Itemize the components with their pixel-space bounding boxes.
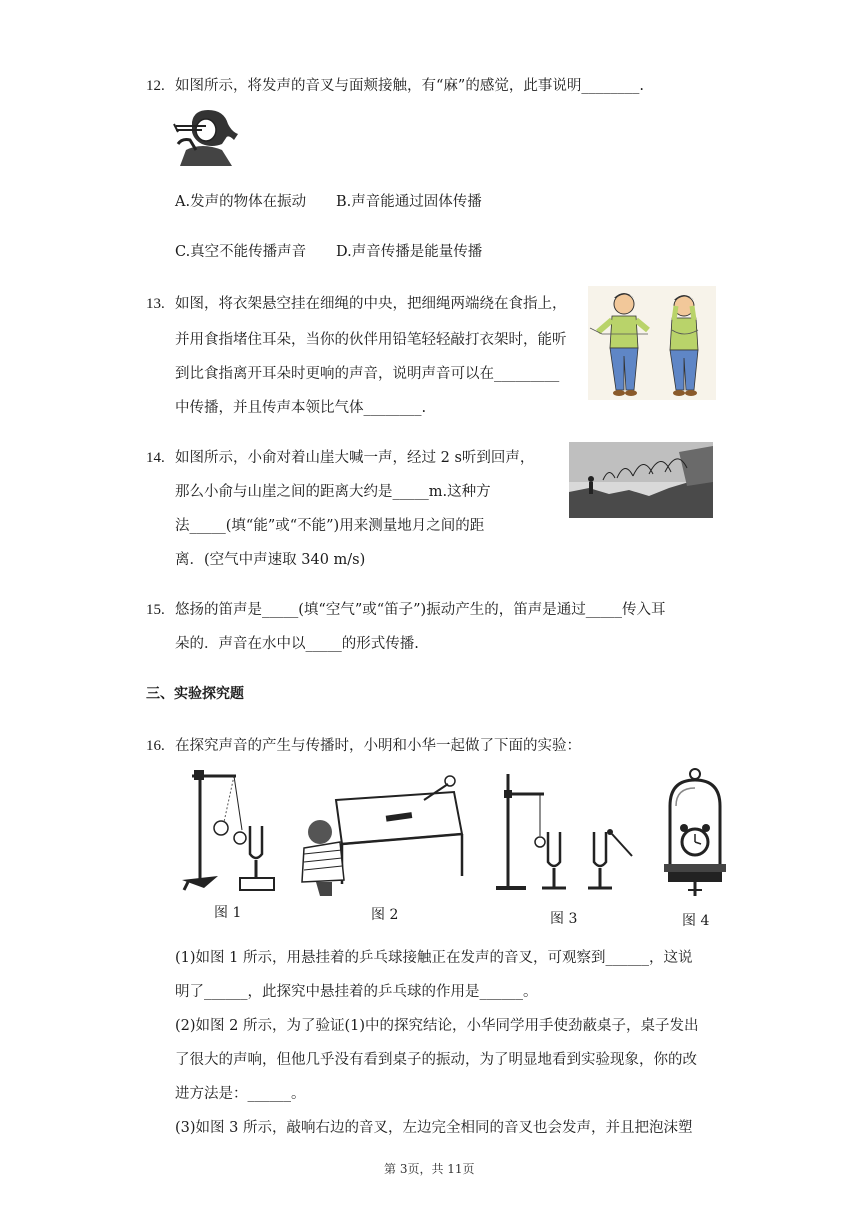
figure-2-table-experiment [298, 772, 466, 898]
sub-question-line: 进方法是：______。 [175, 1086, 306, 1102]
question-text-line: 如图所示，小俞对着山崖大喊一声，经过 2 s听到回声， [175, 450, 535, 466]
question-text-line: 离．(空气中声速取 340 m/s) [175, 552, 366, 568]
question-text: 如图所示，将发声的音叉与面颊接触，有“麻”的感觉，此事说明________. [175, 78, 644, 94]
question-number: 16. [146, 738, 165, 754]
option-c: C.真空不能传播声音 [175, 244, 307, 260]
question-text-line: 如图，将衣架悬空挂在细绳的中央，把细绳两端绕在食指上， [175, 296, 567, 312]
question-text-line: 到比食指离开耳朵时更响的声音，说明声音可以在_________ [175, 366, 560, 382]
question-text-line: 中传播，并且传声本领比气体________. [175, 400, 427, 416]
figure-1-label: 图 1 [214, 905, 242, 921]
question-text-line: 并用食指堵住耳朵，当你的伙伴用铅笔轻轻敲打衣架时，能听 [175, 332, 567, 348]
figure-2-label: 图 2 [371, 907, 399, 923]
page-footer: 第 3页，共 11页 [384, 1162, 475, 1176]
sub-question-line: (2)如图 2 所示，为了验证(1)中的探究结论，小华同学用手使劲蔽桌子，桌子发出 [175, 1018, 699, 1034]
tuning-fork-face-illustration [172, 104, 244, 166]
question-text-line: 法_____(填“能”或“不能”)用来测量地月之间的距 [175, 518, 485, 534]
question-text-line: 那么小俞与山崖之间的距离大约是_____m.这种方 [175, 484, 491, 500]
section-heading: 三、实验探究题 [146, 686, 244, 702]
echo-cliff-illustration [569, 442, 713, 518]
figure-4-bell-jar-clock [662, 766, 728, 906]
question-number: 12. [146, 78, 165, 94]
sub-question-line: (3)如图 3 所示，敲响右边的音叉，左边完全相同的音叉也会发声，并且把泡沫塑 [175, 1120, 693, 1136]
question-number: 15. [146, 602, 165, 618]
question-number: 13. [146, 296, 165, 312]
figure-3-label: 图 3 [550, 911, 578, 927]
figure-3-two-tuning-forks [490, 768, 640, 898]
question-text-line: 悠扬的笛声是_____(填“空气”或“笛子”)振动产生的，笛声是通过_____传入耳 [175, 602, 666, 618]
question-text-line: 朵的．声音在水中以_____的形式传播. [175, 636, 419, 652]
question-number: 14. [146, 450, 165, 466]
sub-question-line: 了很大的声响，但他几乎没有看到桌子的振动，为了明显地看到实验现象，你的改 [175, 1052, 697, 1068]
sub-question-line: 明了______，此探究中悬挂着的乒乓球的作用是______。 [175, 984, 538, 1000]
hanger-sound-illustration [588, 286, 716, 400]
option-b: B.声音能通过固体传播 [336, 194, 482, 210]
sub-question-line: (1)如图 1 所示，用悬挂着的乒乓球接触正在发声的音叉，可观察到______，这说 [175, 950, 693, 966]
option-a: A.发声的物体在振动 [175, 194, 307, 210]
figure-1-pendulum-tuning-fork [174, 766, 278, 898]
figure-4-label: 图 4 [682, 913, 710, 929]
question-text: 在探究声音的产生与传播时，小明和小华一起做了下面的实验： [175, 738, 581, 754]
option-d: D.声音传播是能量传播 [336, 244, 483, 260]
